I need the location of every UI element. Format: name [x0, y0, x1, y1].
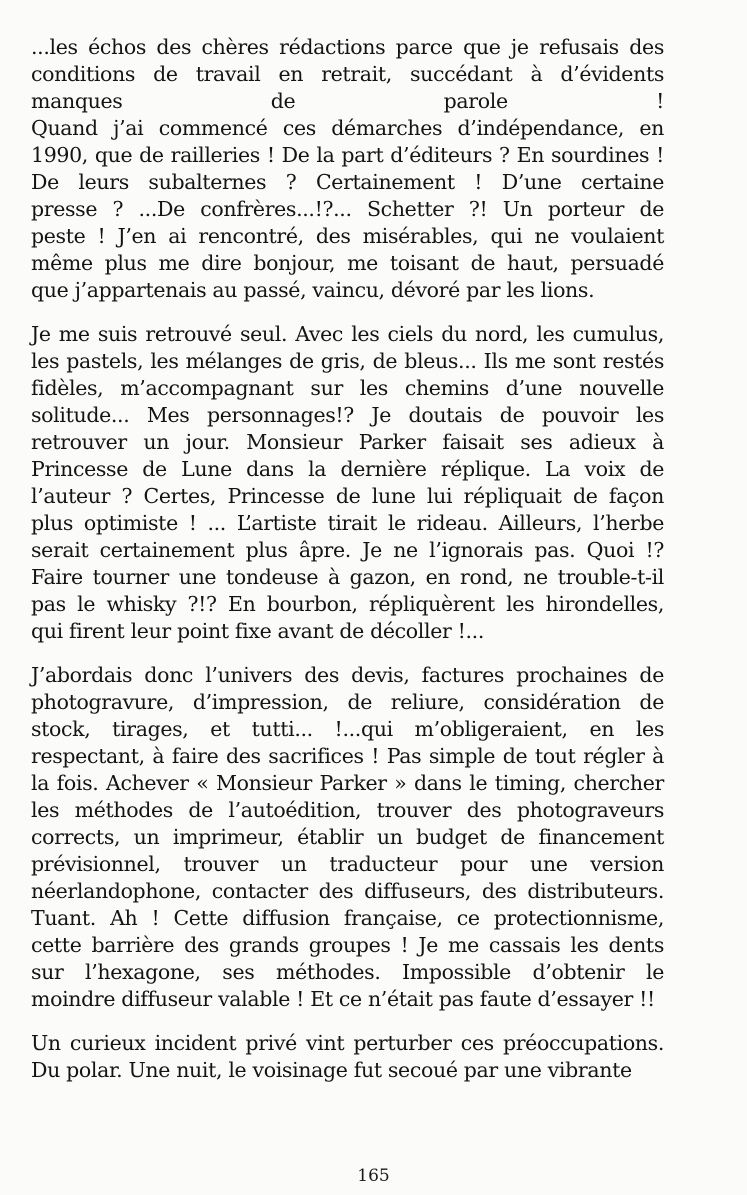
paragraph — [31, 1030, 664, 1084]
text-line: prévisionnel, trouver un traducteur pour une version — [31, 852, 664, 876]
text-line: même plus me dire bonjour, me toisant de haut, persuadé — [31, 251, 664, 275]
text-line: Je me suis retrouvé seul. Avec les ciels du nord, les cumulus, — [31, 322, 664, 346]
page-number: 165 — [357, 1166, 390, 1186]
text-line: plus optimiste ! ... L’artiste tirait le rideau. Ailleurs, l’herbe — [31, 511, 664, 535]
text-line: corrects, un imprimeur, établir un budget de financement — [31, 825, 664, 849]
text-line: les pastels, les mélanges de gris, de bleus... Ils me sont restés — [31, 349, 664, 373]
paragraph — [31, 662, 664, 1013]
text-line: Du polar. Une nuit, le voisinage fut secoué par une vibrante — [31, 1058, 632, 1082]
text-line: fidèles, m’accompagnant sur les chemins d’une nouvelle — [31, 376, 664, 400]
text-line: Faire tourner une tondeuse à gazon, en rond, ne trouble-t-il — [31, 565, 664, 589]
text-line: stock, tirages, et tutti... !...qui m’obligeraient, en les — [31, 717, 664, 741]
text-line: presse ? ...De confrères...!?... Schetter ?! Un porteur de — [31, 197, 664, 221]
text-line: J’abordais donc l’univers des devis, factures prochaines de — [31, 663, 664, 687]
text-line: serait certainement plus âpre. Je ne l’ignorais pas. Quoi !? — [31, 538, 664, 562]
text-line: Princesse de Lune dans la dernière réplique. La voix de — [31, 457, 664, 481]
text-line: les méthodes de l’autoédition, trouver des photograveurs — [31, 798, 664, 822]
text-line: ...les échos des chères rédactions parce que je refusais des — [31, 35, 664, 59]
text-line: néerlandophone, contacter des diffuseurs, des distributeurs. — [31, 879, 664, 903]
text-line: manques de parole ! — [31, 89, 664, 113]
text-line: moindre diffuseur valable ! Et ce n’était pas faute d’essayer !! — [31, 987, 655, 1011]
text-line: que j’appartenais au passé, vaincu, dévoré par les lions. — [31, 278, 595, 302]
text-line: De leurs subalternes ? Certainement ! D’une certaine — [31, 170, 664, 194]
text-line: 1990, que de railleries ! De la part d’éditeurs ? En sourdines ! — [31, 143, 664, 167]
paragraph — [31, 34, 664, 304]
text-line: Quand j’ai commencé ces démarches d’indépendance, en — [31, 116, 664, 140]
text-line: solitude... Mes personnages!? Je doutais de pouvoir les — [31, 403, 664, 427]
text-line: qui firent leur point fixe avant de décoller !... — [31, 619, 484, 643]
text-line: pas le whisky ?!? En bourbon, répliquèrent les hirondelles, — [31, 592, 664, 616]
text-line: l’auteur ? Certes, Princesse de lune lui répliquait de façon — [31, 484, 664, 508]
text-line: cette barrière des grands groupes ! Je me cassais les dents — [31, 933, 664, 957]
text-line: sur l’hexagone, ses méthodes. Impossible d’obtenir le — [31, 960, 664, 984]
text-line: retrouver un jour. Monsieur Parker faisait ses adieux à — [31, 430, 664, 454]
text-line: Tuant. Ah ! Cette diffusion française, ce protectionnisme, — [31, 906, 664, 930]
text-line: conditions de travail en retrait, succédant à d’évidents — [31, 62, 664, 86]
text-line: la fois. Achever « Monsieur Parker » dans le timing, chercher — [31, 771, 664, 795]
body-text — [31, 34, 664, 1101]
text-line: respectant, à faire des sacrifices ! Pas simple de tout régler à — [31, 744, 664, 768]
text-line: peste ! J’en ai rencontré, des misérables, qui ne voulaient — [31, 224, 664, 248]
text-line: photogravure, d’impression, de reliure, considération de — [31, 690, 664, 714]
text-line: Un curieux incident privé vint perturber ces préoccupations. — [31, 1031, 664, 1055]
paragraph — [31, 321, 664, 645]
